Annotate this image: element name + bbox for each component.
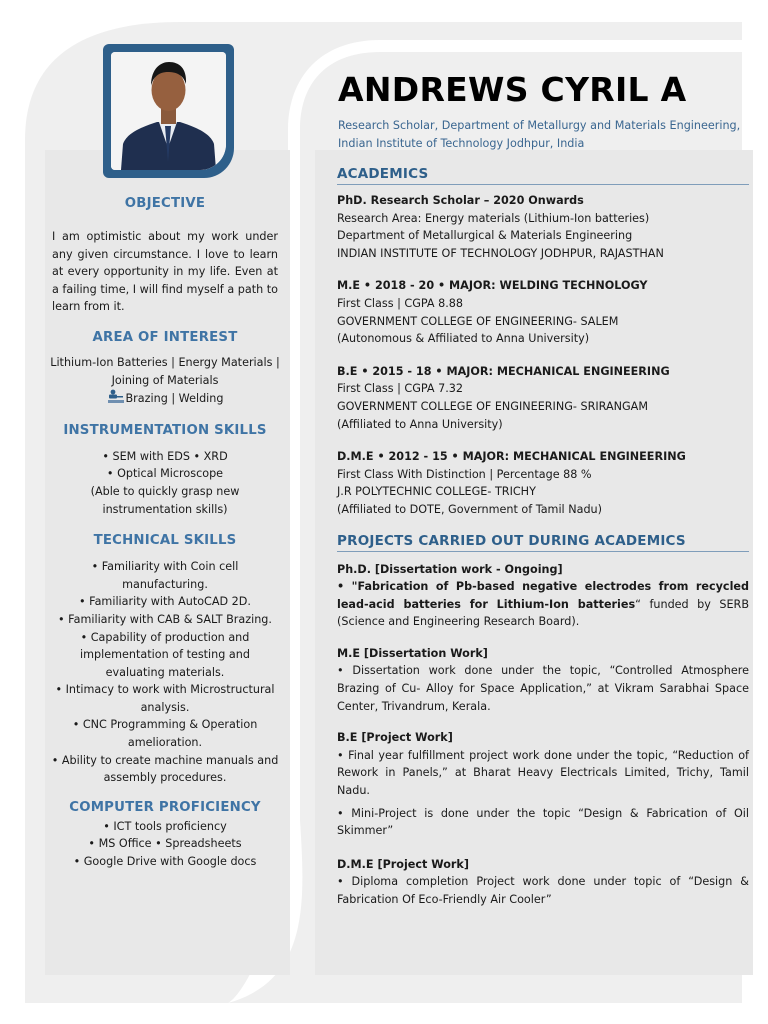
list-item: • ICT tools proficiency [103,819,227,833]
instrumentation-list [45,448,285,518]
interest-line: Joining of Materials [111,373,219,387]
academic-entry [337,448,749,518]
project-bold-text: • "Fabrication of Pb-based negative electrodes from recycled lead-acid batteries for Lithium-Ion batteries [337,580,749,611]
academic-line: GOVERNMENT COLLEGE OF ENGINEERING- SALEM [337,314,619,328]
instrumentation-heading: INSTRUMENTATION SKILLS [63,422,267,438]
academic-title: PhD. Research Scholar – 2020 Onwards [337,194,584,207]
list-item: • Capability of production and [80,630,250,644]
list-item: assembly procedures. [103,771,227,785]
academic-line: Research Area: Energy materials (Lithium-Ion batteries) [337,211,650,225]
project-text: • Mini-Project is done under the topic “Design & Fabrication of Oil Skimmer” [337,806,749,838]
academic-line: INDIAN INSTITUTE OF TECHNOLOGY JODHPUR, RAJASTHAN [337,246,664,260]
academic-entry [337,363,749,433]
interest-line: Brazing | Welding [125,392,224,406]
list-item: analysis. [140,700,190,714]
academic-line: J.R POLYTECHNIC COLLEGE- TRICHY [337,485,536,499]
list-item: • Familiarity with Coin cell [91,560,239,574]
list-item: (Able to quickly grasp new [90,484,240,498]
technical-list [45,558,285,787]
list-item: • Google Drive with Google docs [73,855,257,869]
list-item: • Ability to create machine manuals and [51,753,279,767]
project-title: M.E [Dissertation Work] [337,646,488,660]
academic-line: First Class With Distinction | Percentage 88 % [337,467,592,481]
project-entry [337,561,749,631]
academic-title: M.E • 2018 - 20 • MAJOR: WELDING TECHNOLOGY [337,279,648,293]
academic-title: B.E • 2015 - 18 • MAJOR: MECHANICAL ENGINEERING [337,364,670,378]
interest-heading: AREA OF INTEREST [92,329,238,345]
academic-entry [337,192,749,262]
profile-photo [111,52,226,170]
project-text: • Dissertation work done under the topic, “Controlled Atmosphere Brazing of Cu- Alloy for Space Application,” at Vikram Sarabhai Space Center, Trivandrum, Kerala. [337,664,749,713]
profile-photo-frame [103,44,234,178]
project-text: • Diploma completion Project work done under topic of “Design & Fabrication Of Eco-Friendly Air Cooler” [337,875,749,906]
list-item: • MS Office • Spreadsheets [88,837,242,851]
list-item: • CNC Programming & Operation [72,718,258,732]
academic-line: (Autonomous & Affiliated to Anna University) [337,332,590,346]
project-title: Ph.D. [Dissertation work - Ongoing] [337,562,563,576]
list-item: manufacturing. [122,577,208,591]
candidate-subtitle [338,117,748,153]
subtitle-line: Indian Institute of Technology Jodhpur, India [338,137,585,150]
project-rest-text: “ funded by SERB (Science and Engineering Research Board). [337,597,749,629]
computer-list [45,818,285,871]
interest-list [45,354,285,408]
academics-heading: ACADEMICS [337,166,749,185]
academic-line: (Affiliated to DOTE, Government of Tamil Nadu) [337,502,603,516]
list-item: • Familiarity with AutoCAD 2D. [79,595,251,609]
academic-line: (Affiliated to Anna University) [337,417,503,431]
project-entry [337,856,749,909]
academic-line: First Class | CGPA 7.32 [337,382,464,396]
academic-line: First Class | CGPA 8.88 [337,296,464,310]
subtitle-line: Research Scholar, Department of Metallurgy and Materials Engineering, [338,119,741,132]
objective-text: I am optimistic about my work under any given circumstance. I love to learn at every opportunity in my life. Even at a failing time, I will find myself a path to learn from it. [52,230,278,314]
right-column [337,166,749,909]
project-entry [337,645,749,715]
project-entry [337,729,749,840]
interest-line-with-icon [45,389,285,408]
list-item: • SEM with EDS • XRD [102,449,228,463]
academic-title: D.M.E • 2012 - 15 • MAJOR: MECHANICAL ENGINEERING [337,450,686,464]
list-item: • Optical Microscope [106,467,224,481]
list-item: evaluating materials. [105,665,225,679]
academic-line: GOVERNMENT COLLEGE OF ENGINEERING- SRIRANGAM [337,399,648,413]
worker-icon [107,389,125,404]
list-item: amelioration. [127,736,203,750]
project-title: B.E [Project Work] [337,731,453,745]
list-item: implementation of testing and [80,648,250,662]
list-item: instrumentation skills) [102,502,228,516]
computer-heading: COMPUTER PROFICIENCY [69,799,261,815]
project-title: D.M.E [Project Work] [337,857,469,871]
left-column [45,196,285,871]
project-text: • Final year fulfillment project work done under the topic, “Reduction of Rework in Panels,” at Bharat Heavy Electricals Limited, Trichy, Tamil Nadu. [337,748,749,798]
interest-line: Lithium-Ion Batteries | Energy Materials | [50,355,280,369]
list-item: • Intimacy to work with Microstructural [55,683,275,697]
list-item: • Familiarity with CAB & SALT Brazing. [58,612,272,626]
projects-heading: PROJECTS CARRIED OUT DURING ACADEMICS [337,533,749,552]
academic-line: Department of Metallurgical & Materials Engineering [337,229,633,243]
candidate-name: ANDREWS CYRIL A [338,70,687,109]
technical-heading: TECHNICAL SKILLS [93,533,237,549]
academic-entry [337,277,749,347]
objective-heading: OBJECTIVE [124,196,206,211]
project-text [337,578,749,631]
